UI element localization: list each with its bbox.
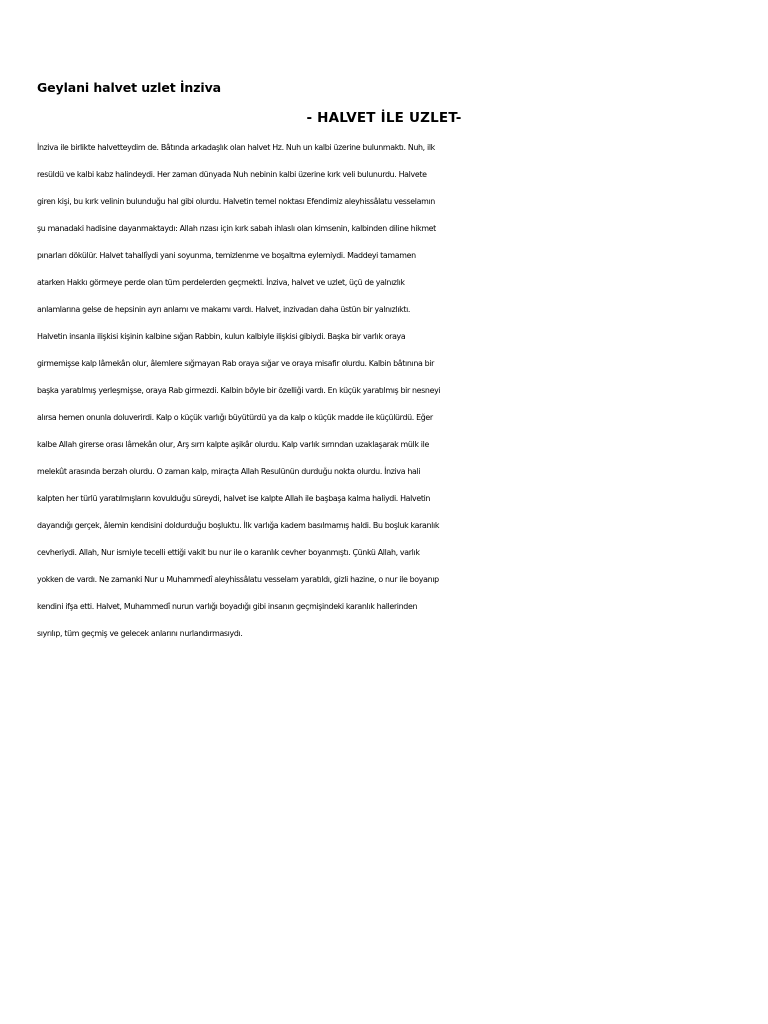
body-line: giren kişi, bu kırk velinin bulunduğu hal gibi olurdu. Halvetin temel noktası Efendimiz aleyhissâlatu vesselamın — [37, 197, 435, 206]
body-line: alırsa hemen onunla doluverirdi. Kalp o küçük varlığı büyütürdü ya da kalp o küçük madde ile küçülürdü. Eğer — [37, 413, 433, 422]
body-line: sıyrılıp, tüm geçmiş ve gelecek anlarını nurlandırmasıydı. — [37, 629, 243, 638]
document-body — [37, 139, 737, 652]
body-line: başka yaratılmış yerleşmişse, oraya Rab girmezdi. Kalbin böyle bir özelliği vardı. En küçük yaratılmış bir nesneyi — [37, 386, 441, 395]
body-line: kalpten her türlü yaratılmışların kovulduğu süreydi, halvet ise kalpte Allah ile başbaşa kalma haliydi. Halvetin — [37, 494, 431, 503]
body-line: cevheriydi. Allah, Nur ismiyle tecelli ettiği vakit bu nur ile o karanlık cevher boyanmıştı. Çünkü Allah, varlık — [37, 548, 420, 557]
document-title: - HALVET İLE UZLET- — [306, 110, 462, 126]
document-header: Geylani halvet uzlet İnziva — [37, 80, 221, 95]
body-line: atarken Hakkı görmeye perde olan tüm perdelerden geçmekti. İnziva, halvet ve uzlet, üçü de yalnızlık — [37, 278, 405, 287]
body-line: İnziva ile birlikte halvetteydim de. Bâtında arkadaşlık olan halvet Hz. Nuh un kalbi üzerine bulunmaktı. Nuh, ilk — [37, 143, 435, 152]
body-line: yokken de vardı. Ne zamanki Nur u Muhammedî aleyhissâlatu vesselam yaratıldı, gizli hazine, o nur ile boyanıp — [37, 575, 439, 584]
body-line: resüldü ve kalbi kabz halindeydi. Her zaman dünyada Nuh nebinin kalbi üzerine kırk veli bulunurdu. Halvete — [37, 170, 427, 179]
body-line: girmemişse kalp lâmekân olur, âlemlere sığmayan Rab oraya sığar ve oraya misafir olurdu. Kalbin bâtınına bir — [37, 359, 435, 368]
body-line: şu manadaki hadisine dayanmaktaydı: Allah rızası için kırk sabah ihlaslı olan kimsenin, kalbinden diline hikmet — [37, 224, 436, 233]
body-line: pınarları dökülür. Halvet tahallîydi yani soyunma, temizlenme ve boşaltma eylemiydi. Maddeyi tamamen — [37, 251, 416, 260]
body-line: melekût arasında berzah olurdu. O zaman kalp, miraçta Allah Resulünün durduğu nokta olurdu. İnziva hali — [37, 467, 421, 476]
body-line: kendini ifşa etti. Halvet, Muhammedî nurun varlığı boyadığı gibi insanın geçmişindeki karanlık hallerinden — [37, 602, 418, 611]
body-line: anlamlarına gelse de hepsinin ayrı anlamı ve makamı vardı. Halvet, inzivadan daha üstün bir yalnızlıktı. — [37, 305, 411, 314]
body-line: dayandığı gerçek, âlemin kendisini doldurduğu boşluktu. İlk varlığa kadem basılmamış haldi. Bu boşluk karanlık — [37, 521, 440, 530]
body-line: kalbe Allah girerse orası lâmekân olur, Arş sırrı kalpte aşikâr olurdu. Kalp varlık sırrından uzaklaşarak mülk ile — [37, 440, 429, 449]
body-line: Halvetin insanla ilişkisi kişinin kalbine sığan Rabbin, kulun kalbiyle ilişkisi gibiydi. Başka bir varlık oraya — [37, 332, 406, 341]
